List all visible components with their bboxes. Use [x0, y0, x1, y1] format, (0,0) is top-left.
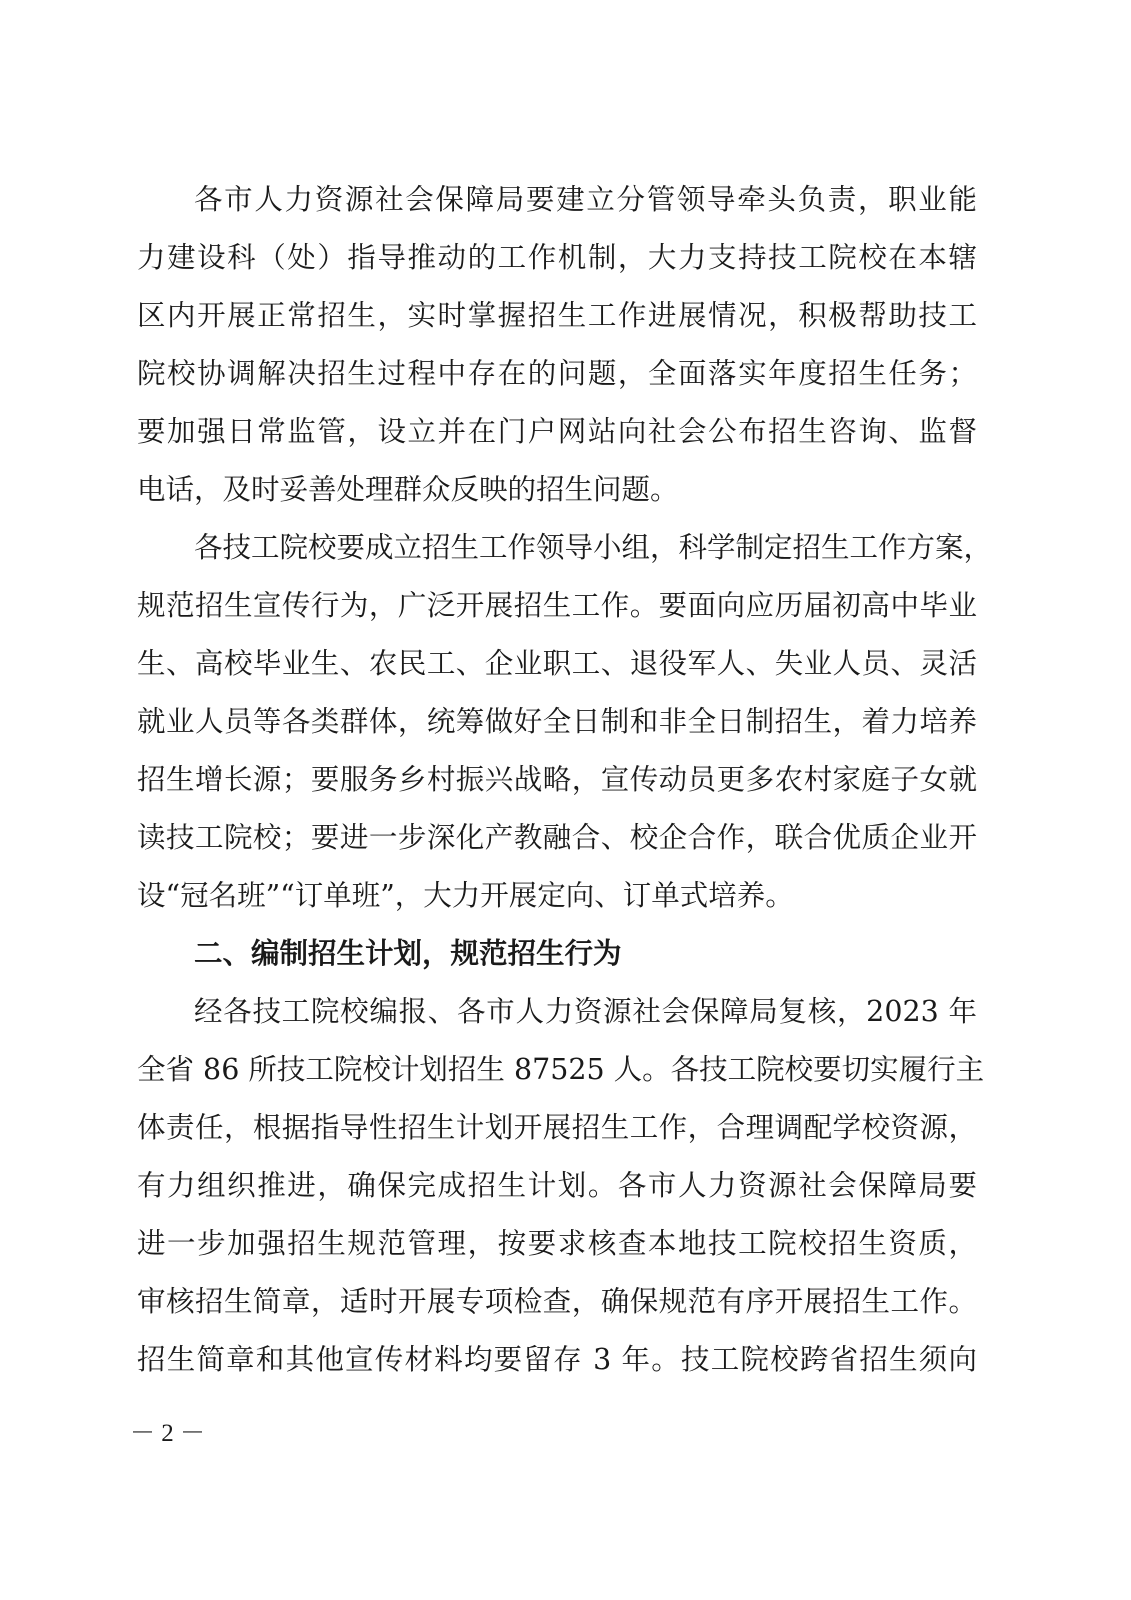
paragraph-3-line-1: 经各技工院校编报、各市人力资源社会保障局复核，2023 年 [194, 995, 977, 1028]
paragraph-2-line-5: 招生增长源；要服务乡村振兴战略，宣传动员更多农村家庭子女就 [137, 763, 977, 796]
paragraph-3-line-4: 有力组织推进，确保完成招生计划。各市人力资源社会保障局要 [137, 1169, 977, 1202]
paragraph-2-line-1: 各技工院校要成立招生工作领导小组，科学制定招生工作方案， [194, 531, 993, 564]
paragraph-3-line-2: 全省 86 所技工院校计划招生 87525 人。各技工院校要切实履行主 [137, 1053, 985, 1086]
paragraph-3-line-5: 进一步加强招生规范管理，按要求核查本地技工院校招生资质， [137, 1227, 977, 1260]
paragraph-2-line-4: 就业人员等各类群体，统筹做好全日制和非全日制招生，着力培养 [137, 705, 977, 738]
paragraph-1-line-6: 电话，及时妥善处理群众反映的招生问题。 [137, 473, 679, 506]
paragraph-1-line-2: 力建设科（处）指导推动的工作机制，大力支持技工院校在本辖 [137, 241, 977, 274]
section-heading: 二、编制招生计划，规范招生行为 [194, 937, 622, 970]
paragraph-3-line-7: 招生简章和其他宣传材料均要留存 3 年。技工院校跨省招生须向 [137, 1343, 977, 1376]
paragraph-3-line-6: 审核招生简章，适时开展专项检查，确保规范有序开展招生工作。 [137, 1285, 977, 1318]
paragraph-1-line-5: 要加强日常监管，设立并在门户网站向社会公布招生咨询、监督 [137, 415, 977, 448]
paragraph-2-line-7: 设“冠名班”“订单班”，大力开展定向、订单式培养。 [137, 879, 794, 912]
page-number: － 2 － [130, 1420, 206, 1447]
paragraph-1-line-4: 院校协调解决招生过程中存在的问题，全面落实年度招生任务； [137, 357, 977, 390]
paragraph-2-line-6: 读技工院校；要进一步深化产教融合、校企合作，联合优质企业开 [137, 821, 977, 854]
paragraph-2-line-3: 生、高校毕业生、农民工、企业职工、退役军人、失业人员、灵活 [137, 647, 977, 680]
paragraph-2-line-2: 规范招生宣传行为，广泛开展招生工作。要面向应历届初高中毕业 [137, 589, 977, 622]
paragraph-3-line-3: 体责任，根据指导性招生计划开展招生工作，合理调配学校资源， [137, 1111, 977, 1144]
paragraph-1-line-1: 各市人力资源社会保障局要建立分管领导牵头负责，职业能 [194, 183, 977, 216]
paragraph-1-line-3: 区内开展正常招生，实时掌握招生工作进展情况，积极帮助技工 [137, 299, 977, 332]
